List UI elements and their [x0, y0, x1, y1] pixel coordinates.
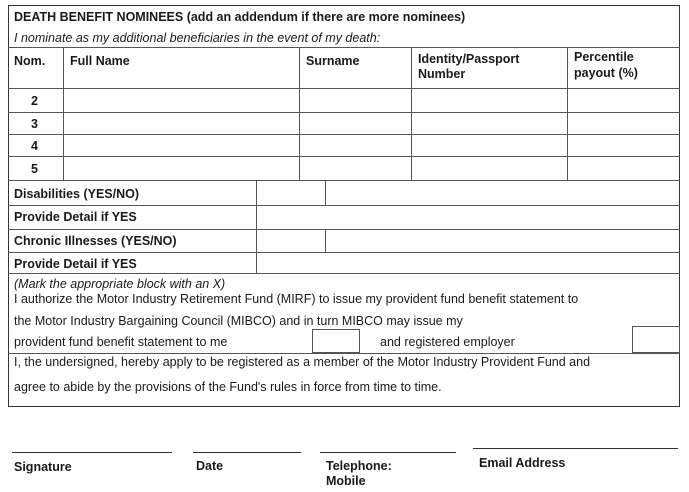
nomination-instruction: I nominate as my additional beneficiaries in the event of my death:: [14, 31, 381, 45]
header-identity-line1: Identity/Passport: [418, 52, 520, 66]
disabilities-detail-field[interactable]: [257, 206, 680, 229]
disabilities-label: Disabilities (YES/NO): [14, 187, 140, 201]
authorize-text-line1: I authorize the Motor Industry Retirement Fund (MIRF) to issue my provident fund benefit statement to: [14, 292, 579, 306]
declaration-line1: I, the undersigned, hereby apply to be registered as a member of the Motor Industry Provident Fund and: [14, 355, 591, 369]
nominee-4-surname-field[interactable]: [300, 135, 411, 156]
chronic-extra-field[interactable]: [326, 230, 680, 252]
disabilities-detail-label: Provide Detail if YES: [14, 210, 137, 224]
row-number: 4: [31, 139, 38, 153]
header-identity-line2: Number: [418, 67, 466, 81]
nominee-2-percent-field[interactable]: [568, 89, 680, 112]
statement-to-employer-checkbox[interactable]: [632, 326, 680, 353]
disabilities-extra-field[interactable]: [326, 181, 680, 205]
header-surname: Surname: [306, 54, 360, 68]
mark-instruction: (Mark the appropriate block with an X): [14, 277, 226, 291]
authorize-text-line2: the Motor Industry Bargaining Council (MIBCO) and in turn MIBCO may issue my: [14, 314, 463, 328]
email-line[interactable]: [473, 448, 678, 449]
header-nom: Nom.: [14, 54, 46, 68]
authorize-text-line3: provident fund benefit statement to me: [14, 335, 228, 349]
nominee-5-percent-field[interactable]: [568, 157, 680, 180]
telephone-label: Telephone:: [326, 459, 392, 473]
signature-label: Signature: [14, 460, 72, 474]
email-label: Email Address: [479, 456, 566, 470]
date-label: Date: [196, 459, 224, 473]
section-title: DEATH BENEFIT NOMINEES (add an addendum if there are more nominees): [14, 10, 466, 24]
declaration-line2: agree to abide by the provisions of the Fund's rules in force from time to time.: [14, 380, 442, 394]
mobile-label: Mobile: [326, 474, 366, 488]
nominee-5-full-name-field[interactable]: [64, 157, 299, 180]
header-percentile-line2: payout (%): [574, 66, 638, 80]
nominee-3-percent-field[interactable]: [568, 113, 680, 134]
nominee-2-full-name-field[interactable]: [64, 89, 299, 112]
nominee-4-id-field[interactable]: [412, 135, 567, 156]
authorize-employer-text: and registered employer: [380, 335, 515, 349]
nominee-2-surname-field[interactable]: [300, 89, 411, 112]
chronic-illnesses-label: Chronic Illnesses (YES/NO): [14, 234, 177, 248]
nominee-4-full-name-field[interactable]: [64, 135, 299, 156]
chronic-detail-label: Provide Detail if YES: [14, 257, 137, 271]
statement-to-me-checkbox[interactable]: [312, 329, 360, 353]
section-divider: [8, 353, 680, 354]
nominee-3-surname-field[interactable]: [300, 113, 411, 134]
telephone-line[interactable]: [320, 452, 456, 453]
row-number: 3: [31, 117, 38, 131]
section-divider: [8, 273, 680, 274]
disabilities-yes-no-field[interactable]: [257, 181, 325, 205]
signature-line[interactable]: [12, 452, 172, 453]
row-number: 2: [31, 94, 38, 108]
nominee-5-surname-field[interactable]: [300, 157, 411, 180]
chronic-yes-no-field[interactable]: [257, 230, 325, 252]
date-line[interactable]: [193, 452, 301, 453]
row-number: 5: [31, 162, 38, 176]
nominee-3-full-name-field[interactable]: [64, 113, 299, 134]
header-percentile-line1: Percentile: [574, 50, 634, 64]
nominee-3-id-field[interactable]: [412, 113, 567, 134]
nominee-2-id-field[interactable]: [412, 89, 567, 112]
header-full-name: Full Name: [70, 54, 130, 68]
nominee-5-id-field[interactable]: [412, 157, 567, 180]
chronic-detail-field[interactable]: [257, 253, 680, 273]
nominee-4-percent-field[interactable]: [568, 135, 680, 156]
table-top-border: [8, 47, 680, 48]
